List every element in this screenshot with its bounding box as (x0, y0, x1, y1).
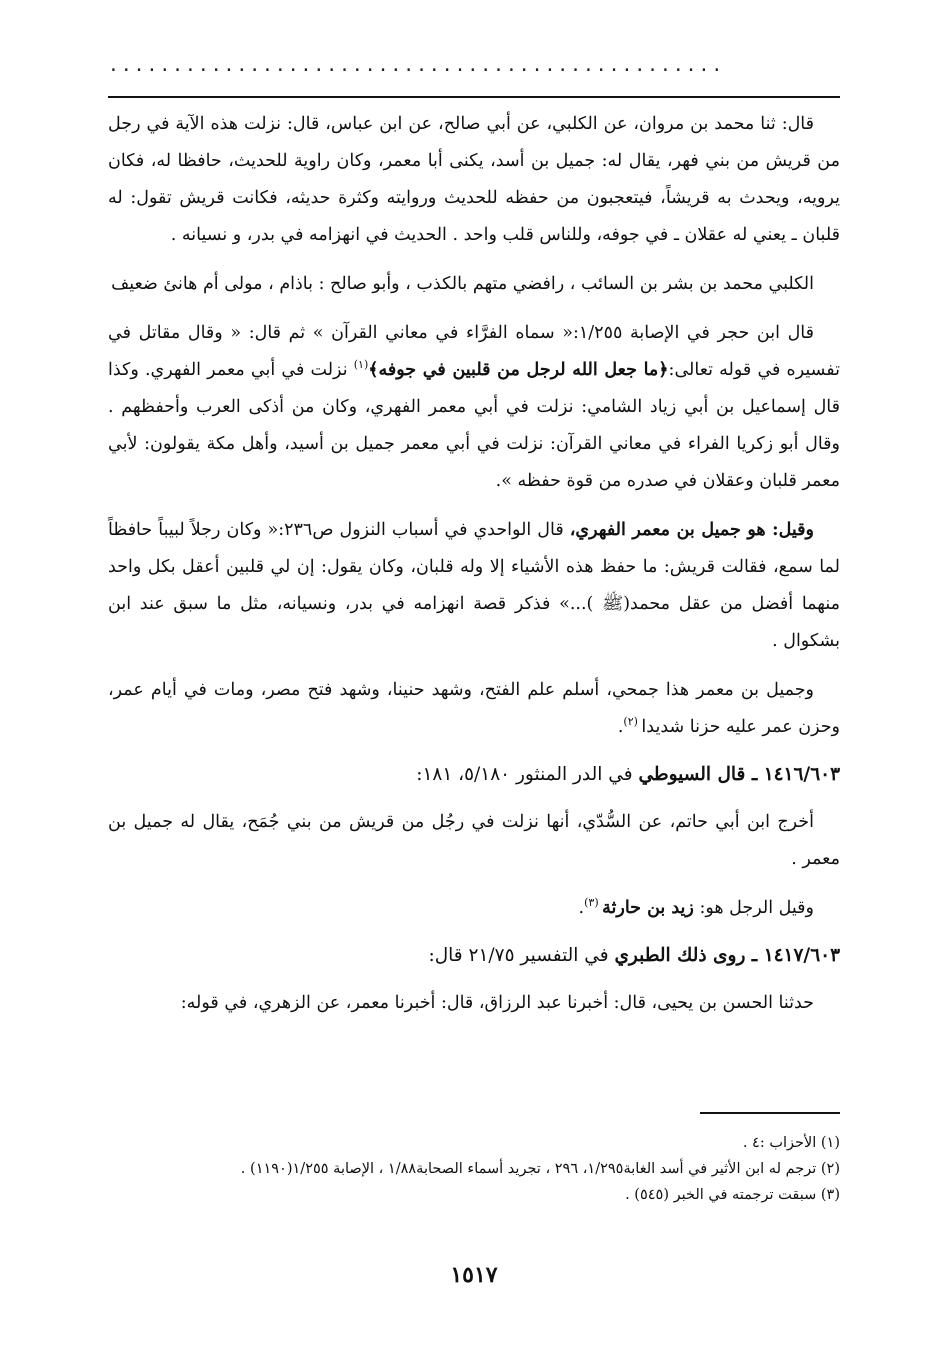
paragraph-7-before: وقيل الرجل هو: (693, 898, 814, 918)
main-text (108, 106, 840, 1034)
paragraph-2: الكلبي محمد بن بشر بن السائب ، رافضي متهم بالكذب ، وأبو صالح : باذام ، مولى أم هانئ ضعيف (111, 274, 814, 294)
heading-2-number: ١٤١٧/٦٠٣ (763, 945, 840, 966)
footnote-rule (700, 1112, 840, 1114)
header-rule (108, 96, 840, 98)
paragraph-5-end: . (617, 717, 624, 737)
footnotes (108, 1130, 840, 1208)
paragraph-5-text: وجميل بن معمر هذا جمحي، أسلم علم الفتح، وشهد حنينا، وشهد فتح مصر، ومات في أيام عمر، وحزن عمر عليه حزنا شديدا (108, 680, 840, 737)
paragraph-7-name: زيد بن حارثة (602, 898, 694, 918)
section-heading-1417 (108, 939, 840, 973)
heading-1-rest: في الدر المنثور ٥/١٨٠، ١٨١: (416, 764, 639, 785)
heading-2-bold: ـ روى ذلك الطبري (614, 945, 764, 966)
paragraph-5 (108, 672, 840, 746)
paragraph-8: حدثنا الحسن بن يحيى، قال: أخبرنا عبد الرزاق، قال: أخبرنا معمر، عن الزهري، في قوله: (180, 993, 814, 1013)
heading-1-bold: ـ قال السيوطي (638, 764, 764, 785)
footnote-ref-2: (٢) (623, 715, 642, 729)
footnote-1: (١) الأحزاب :٤ . (742, 1135, 840, 1151)
paragraph-7-end: . (578, 898, 585, 918)
document-page (108, 0, 840, 1372)
paragraph-3 (108, 315, 840, 500)
footnote-3: (٣) سبقت ترجمته في الخبر (٥٤٥) . (625, 1187, 840, 1203)
footnote-2: (٢) ترجم له ابن الأثير في أسد الغابة١/٢٩٥، ٢٩٦ ، تجريد أسماء الصحابة١/٨٨ ، الإصابة ١/٢٥٥(١١٩٠) . (240, 1161, 840, 1177)
section-heading-1416 (108, 758, 840, 792)
paragraph-4-text: قال الواحدي في أسباب النزول ص٢٣٦:« وكان رجلاً لبيباً حافظاً لما سمع، فقالت قريش: ما حفظ هذه الأشياء إلا وله قلبان، وكان يقول: إن لي قلبين أعقل بكل واحد منهما أفضل من عقل محمد(ﷺ )...» فذكر قصة انهزامه في بدر، ونسيانه، مثل ما سبق عند ابن بشكوال . (108, 520, 840, 651)
footnote-ref-3: (٣) (584, 896, 603, 910)
paragraph-1: قال: ثنا محمد بن مروان، عن الكلبي، عن أبي صالح، عن ابن عباس، قال: نزلت هذه الآية في رجل من قريش من بني فهر، يقال له: جميل بن أسد، يكنى أبا معمر، وكان راوية للحديث، حافظا له، فكان يرويه، ويحدث به قريشاً، فيتعجبون من حفظه للحديث وروايته وكثرة حديثه، فكانت قريش تقول: له قلبان ـ يعني له عقلان ـ في جوفه، وللناس قلب واحد . الحديث في انهزامه في بدر، و نسيانه . (108, 114, 840, 245)
paragraph-4 (108, 512, 840, 660)
paragraph-3-before: قال ابن حجر في الإصابة ١/٢٥٥:« سماه الفرَّاء في معاني القرآن » ثم قال: « وقال مقاتل في تفسيره في قوله تعالى: (108, 323, 840, 380)
footnote-ref-1: (١) (353, 358, 369, 372)
paragraph-4-lead: وقيل: هو جميل بن معمر الفهري، (569, 520, 814, 540)
paragraph-6: أخرج ابن أبي حاتم، عن السُّدّي، أنها نزلت في رجُل من قريش من بني جُمَح، يقال له جميل بن معمر . (108, 812, 840, 869)
heading-2-rest: في التفسير ٢١/٧٥ قال: (428, 945, 615, 966)
page-number: ١٥١٧ (450, 1262, 498, 1288)
header-dots: ................................................ (108, 55, 725, 76)
quran-verse: ﴿ما جعل الله لرجل من قلبين في جوفه﴾ (368, 360, 669, 380)
heading-1-number: ١٤١٦/٦٠٣ (763, 764, 840, 785)
paragraph-3-after: نزلت في أبي معمر الفهري. وكذا قال إسماعيل بن أبي زياد الشامي: نزلت في أبي معمر الفهري، وكان من أذكى العرب وأحفظهم . وقال أبو زكريا الفراء في معاني القرآن: نزلت في أبي معمر جميل بن أسيد، وأهل مكة يقولون: لأبي معمر قلبان وعقلان في صدره من قوة حفظه ». (108, 360, 840, 491)
paragraph-7 (108, 890, 840, 927)
